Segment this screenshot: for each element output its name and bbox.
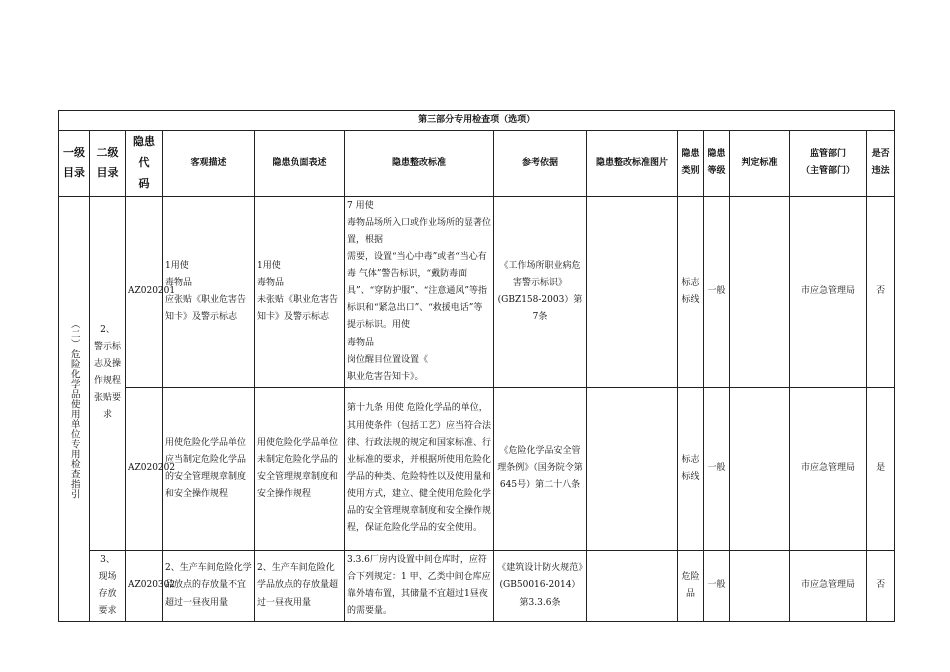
criteria-cell (730, 196, 790, 387)
header-illegal: 是否 违法 (867, 131, 895, 197)
basis-cell: 《建筑设计防火规范》(GB50016-2014）第3.3.6条 (494, 550, 587, 621)
dept-cell: 市应急管理局 (790, 196, 867, 387)
picture-cell (587, 387, 678, 550)
code-cell: AZ020201 (126, 196, 163, 387)
category-cell: 危险 品 (678, 550, 704, 621)
dept-cell: 市应急管理局 (790, 550, 867, 621)
header-objective: 客观描述 (163, 131, 255, 197)
grade-cell: 一般 (704, 196, 730, 387)
header-code: 隐患代 码 (126, 131, 163, 197)
standard-cell: 第十九条 用使 危险化学品的单位，其用使条件（包括工艺）应当符合法律、行政法规的规定和国家标准、行业标准的要求，并根据所使用危险化学品的种类、危险特性以及使用量和使用方式，建立、健全使用危险化学品的安全管理规章制度和安全操作规程，保证危险化学品的安全使用。 (345, 387, 494, 550)
header-dept: 监管部门 （主管部门） (790, 131, 867, 197)
level2-cell: 3、 现场 存放 要求 (90, 550, 126, 621)
code-cell: AZ020302 (126, 550, 163, 621)
header-standard: 隐患整改标准 (345, 131, 494, 197)
grade-cell: 一般 (704, 550, 730, 621)
illegal-cell: 否 (867, 550, 895, 621)
objective-cell: 1用使 毒物品 应张贴《职业危害告知卡》及警示标志 (163, 196, 255, 387)
standard-cell: 7 用使 毒物品场所入口或作业场所的显著位置，根据 需要，设置“当心中毒”或者“当心有毒 气体”警告标识，“戴防毒面具”、“穿防护服”、“注意通风”等指标识和“紧急出口”、“救援电话”等提示标识。用使 毒物品 岗位醒目位置设置《 职业危害告知卡》。 (345, 196, 494, 387)
code-cell: AZ020202 (126, 387, 163, 550)
header-basis: 参考依据 (494, 131, 587, 197)
negative-cell: 1用使 毒物品 未张贴《职业危害告知卡》及警示标志 (255, 196, 345, 387)
header-level2: 二级 目录 (90, 131, 126, 197)
level2-cell: 2、 警示标 志及操 作规程 张贴要 求 (90, 196, 126, 550)
header-row (59, 131, 895, 197)
table-row (59, 550, 895, 621)
category-cell: 标志 标线 (678, 196, 704, 387)
category-cell: 标志 标线 (678, 387, 704, 550)
header-grade: 隐患 等级 (704, 131, 730, 197)
level1-label: （二）危险化学品使用单位专用检查指引 (68, 318, 80, 499)
header-negative: 隐患负面表述 (255, 131, 345, 197)
basis-cell: 《工作场所职业病危害警示标识》(GBZ158-2003）第7条 (494, 196, 587, 387)
criteria-cell (730, 550, 790, 621)
criteria-cell (730, 387, 790, 550)
illegal-cell: 否 (867, 196, 895, 387)
objective-cell: 用使危险化学品单位应当制定危险化学品的安全管理规章制度和安全操作规程 (163, 387, 255, 550)
picture-cell (587, 196, 678, 387)
grade-cell: 一般 (704, 387, 730, 550)
table-row (59, 387, 895, 550)
negative-cell: 用使危险化学品单位未制定危险化学品的安全管理规章制度和安全操作规程 (255, 387, 345, 550)
header-level1: 一级 目录 (59, 131, 90, 197)
standard-cell: 3.3.6厂房内设置中间仓库时，应符合下列规定：1 甲、乙类中间仓库应靠外墙布置，其储量不宜超过1昼夜的需要量。 (345, 550, 494, 621)
dept-cell: 市应急管理局 (790, 387, 867, 550)
inspection-table (58, 110, 895, 622)
objective-cell: 2、生产车间危险化学品放点的存放量不宜超过一昼夜用量 (163, 550, 255, 621)
level1-cell (59, 196, 90, 621)
picture-cell (587, 550, 678, 621)
header-criteria: 判定标准 (730, 131, 790, 197)
illegal-cell: 是 (867, 387, 895, 550)
table-title: 第三部分专用检查项（选项） (59, 111, 895, 131)
negative-cell: 2、生产车间危险化学品放点的存放量超过一昼夜用量 (255, 550, 345, 621)
header-picture: 隐患整改标准图片 (587, 131, 678, 197)
table-row (59, 196, 895, 387)
header-category: 隐患 类别 (678, 131, 704, 197)
basis-cell: 《危险化学品安全管理条例》（国务院令第645号）第二十八条 (494, 387, 587, 550)
